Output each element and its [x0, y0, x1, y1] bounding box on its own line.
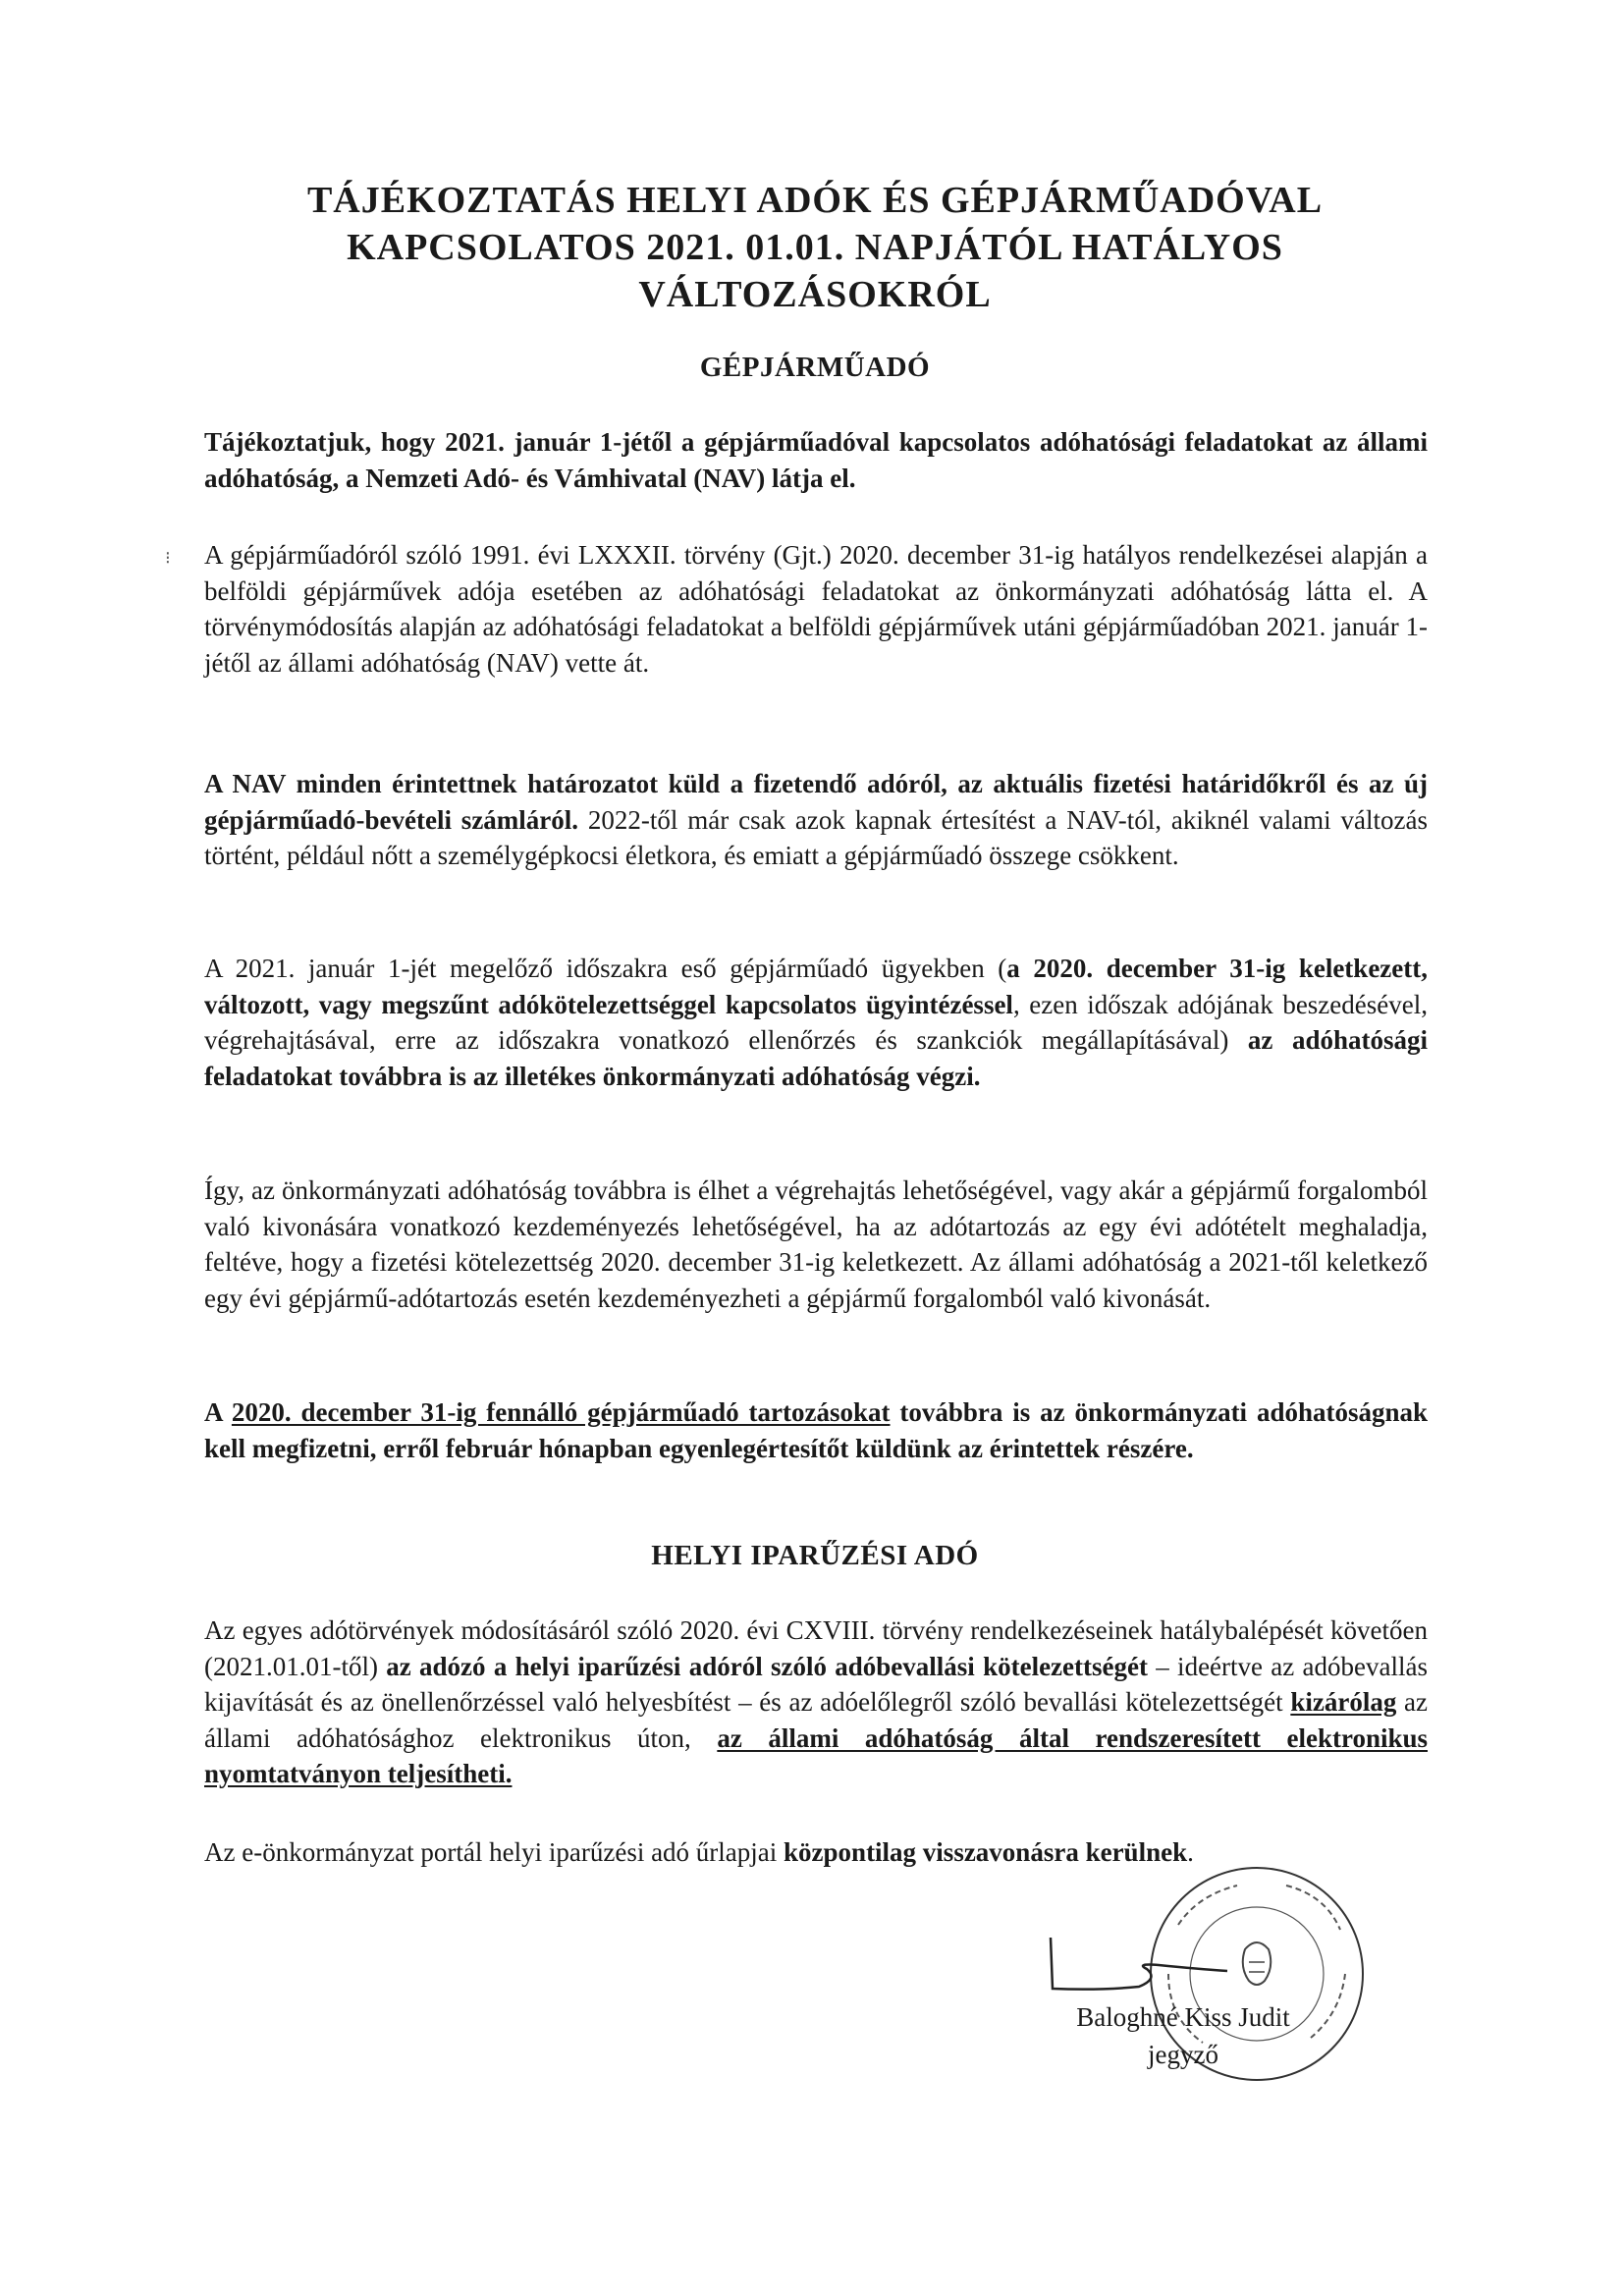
paragraph-intro: Tájékoztatjuk, hogy 2021. január 1-jétől a gépjárműadóval kapcsolatos adóhatósági feladatokat az állami adóhatóság, a Nemzeti Adó- és Vámhivatal (NAV) látja el. [204, 427, 1428, 493]
nav-decision-rest: 2022-től már csak azok kapnak értesítést a NAV-tól, akiknél valami változás történt, például nőtt a személygépkocsi életkora, és emiatt a gépjárműadó összege csökkent. [204, 804, 1428, 870]
paragraph-outstanding-debt [204, 1394, 1428, 1466]
outstanding-debt-text-a: A [204, 1397, 232, 1427]
business-tax-bold-b: az adózó a helyi iparűzési adóról szóló adóbevallási kötelezettségét [386, 1651, 1148, 1681]
paragraph-nav-decision [204, 766, 1428, 874]
business-tax-electronic-form: az állami adóhatóság által rendszeresített elektronikus nyomtatványon teljesítheti. [204, 1722, 1429, 1788]
paragraph-gjt-law: A gépjárműadóról szóló 1991. évi LXXXII. törvény (Gjt.) 2020. december 31-ig hatályos rendelkezései alapján a belföldi gépjárművek adója esetében az adóhatósági feladatokat az önkormányzati adóhatóság látta el. A törvénymódosítás alapján az adóhatósági feladatokat a belföldi gépjárművek utáni gépjárműadóban 2021. január 1-jétől az állami adóhatóság (NAV) vette át. [204, 540, 1428, 678]
outstanding-debt-text-b: továbbra is az önkormányzati adóhatóságnak kell megfizetni, erről február hónapban egyenlegértesítőt küldünk az érintettek részére. [204, 1397, 1429, 1463]
portal-text-c: . [1187, 1837, 1194, 1867]
nav-decision-bold: A NAV minden érintettnek határozatot küld a fizetendő adóról, az aktuális fizetési határidőkről és az új gépjárműadó-bevételi számláról. [204, 769, 1428, 835]
signatory-role: jegyző [1148, 2040, 1218, 2069]
prior-period-text-c: , ezen időszak adójának beszedésével, végrehajtásával, erre az időszakra vonatkozó ellenőrzés és szankciók megállapításával) [204, 989, 1428, 1055]
prior-period-text-a: A 2021. január 1-jét megelőző időszakra eső gépjárműadó ügyekben ( [204, 954, 1007, 983]
portal-text-a: Az e-önkormányzat portál helyi iparűzési adó űrlapjai [204, 1837, 784, 1867]
outstanding-debt-underlined: 2020. december 31-ig fennálló gépjárműadó tartozásokat [231, 1397, 891, 1427]
business-tax-text-c: – ideértve az adóbevallás kijavítását és az önellenőrzéssel való helyesbítést – és az adóelőlegről szóló bevallási kötelezettségét [204, 1651, 1428, 1717]
title-line-3: VÁLTOZÁSOKRÓL [638, 274, 992, 315]
business-tax-exclusively: kizárólag [1290, 1687, 1397, 1717]
title-line-1: TÁJÉKOZTATÁS HELYI ADÓK ÉS GÉPJÁRMŰADÓVAL [306, 180, 1324, 221]
portal-text-bold: központilag visszavonásra kerülnek [784, 1837, 1188, 1867]
title-line-2: KAPCSOLATOS 2021. 01.01. NAPJÁTÓL HATÁLYOS [347, 227, 1283, 268]
section-heading-iparuzesi-ado: HELYI IPARŰZÉSI ADÓ [651, 1540, 979, 1571]
signatory-name: Baloghné Kiss Judit [1076, 2002, 1290, 2032]
margin-annotation-mark: ⁝ [165, 548, 171, 568]
paragraph-local-business-tax [204, 1613, 1428, 1792]
signature-block [1021, 1998, 1345, 2073]
section-heading-gepjarmuado: GÉPJÁRMŰADÓ [699, 352, 931, 383]
prior-period-bold-d: az adóhatósági feladatokat továbbra is az illetékes önkormányzati adóhatóság végzi. [204, 1025, 1428, 1091]
paragraph-enforcement: Így, az önkormányzati adóhatóság továbbra is élhet a végrehajtás lehetőségével, vagy akár a gépjármű forgalomból való kivonására vonatkozó kezdeményezés lehetőségével, ha az adótartozás az egy évi adótételt meghaladja, feltéve, hogy a fizetési kötelezettség 2020. december 31-ig keletkezett. Az állami adóhatóság a 2021-től keletkező egy évi gépjármű-adótartozás esetén kezdeményezheti a gépjármű forgalomból való kivonását. [204, 1175, 1428, 1313]
paragraph-prior-period [204, 951, 1428, 1094]
business-tax-text-a: Az egyes adótörvények módosításáról szóló 2020. évi CXVIII. törvény rendelkezéseinek hatálybalépését követően (2021.01.01-től) [204, 1615, 1428, 1681]
business-tax-text-e: az állami adóhatósághoz elektronikus úton, [204, 1687, 1429, 1753]
document-title [226, 177, 1404, 318]
prior-period-bold-b: a 2020. december 31-ig keletkezett, változott, vagy megszűnt adókötelezettséggel kapcsolatos ügyintézéssel [204, 954, 1429, 1019]
handwritten-signature [1041, 1930, 1237, 2008]
